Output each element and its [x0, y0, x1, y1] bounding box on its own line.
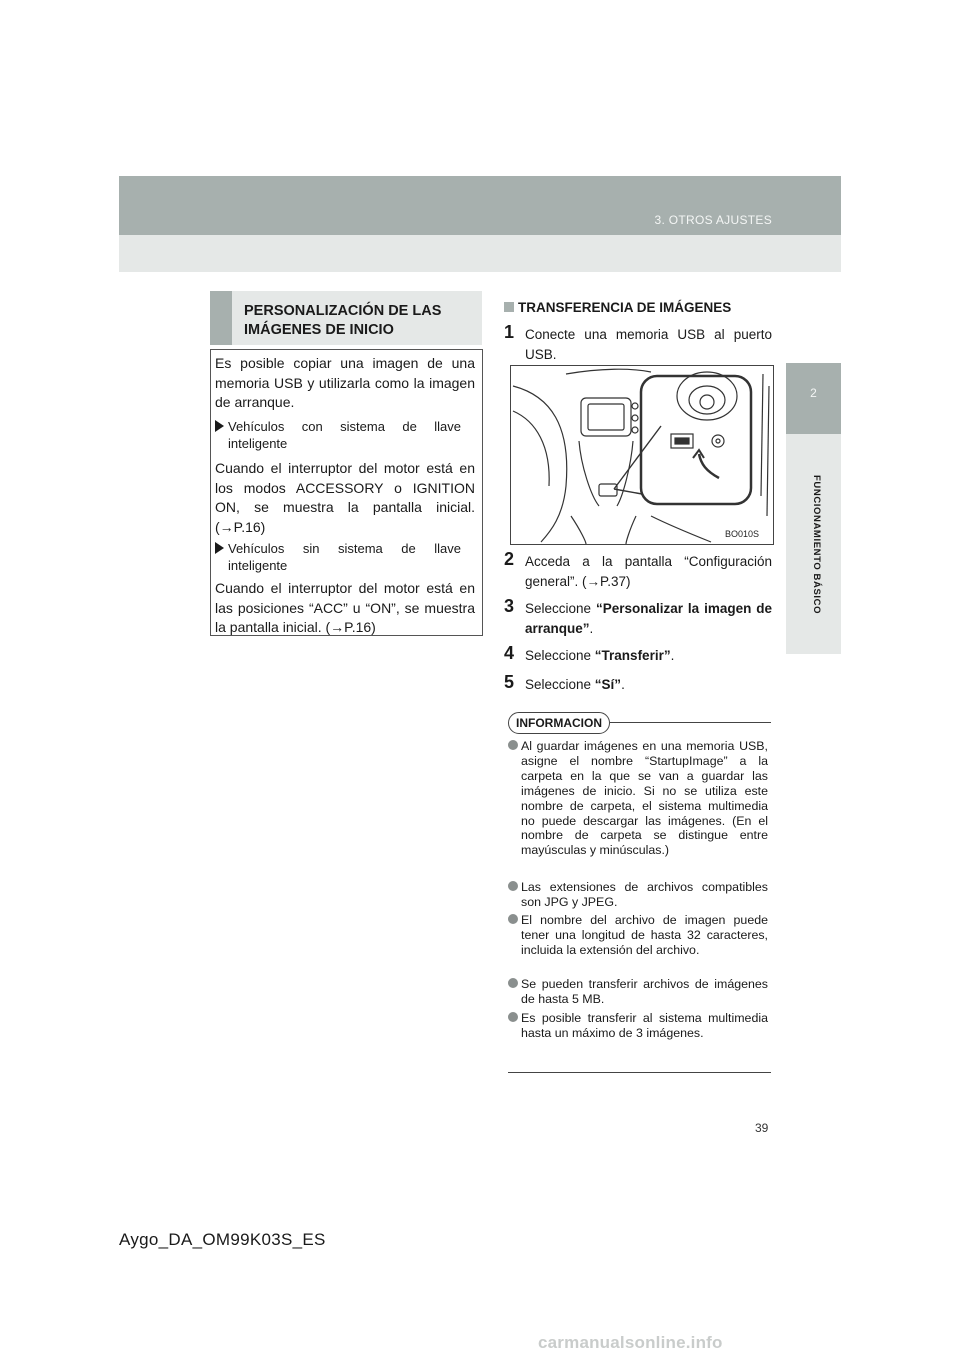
- usb-port-illustration: [510, 365, 774, 545]
- illustration-code: BO010S: [725, 529, 760, 539]
- triangle-bullet-icon: [215, 420, 224, 432]
- info-item: Las extensiones de archivos compatibles son JPG y JPEG.: [508, 880, 768, 910]
- dashboard-drawing: [511, 366, 773, 544]
- bullet-dot-icon: [508, 740, 518, 750]
- info-bottom-rule: [508, 1072, 771, 1073]
- info-tag: INFORMACION: [508, 712, 610, 734]
- bullet-dot-icon: [508, 914, 518, 924]
- info-item: Al guardar imágenes en una memoria USB, asigne el nombre “StartupImage” a la carpeta en la que se van a guardar las imágenes de inicio. Si no se utiliza este nombre de carpeta, el sistema multimedia no puede descargar las imágenes. (En el nombre de carpeta se distingue entre mayúsculas y minúsculas.): [508, 739, 768, 858]
- bullet-smart-key: Vehículos con sistema de llave inteligente: [215, 418, 475, 452]
- step-2: 2 Acceda a la pantalla “Configuración general”. (→P.37): [504, 549, 772, 589]
- section-title: 3. OTROS AJUSTES: [654, 213, 772, 227]
- step-5: 5 Seleccione “Sí”.: [504, 672, 625, 692]
- subheading: TRANSFERENCIA DE IMÁGENES: [504, 300, 731, 315]
- info-item: Es posible transferir al sistema multimedia hasta un máximo de 3 imágenes.: [508, 1011, 768, 1041]
- intro-paragraph: Es posible copiar una imagen de una memoria USB y utilizarla como la imagen de arranque.: [215, 355, 475, 410]
- bullet-dot-icon: [508, 881, 518, 891]
- bullet-dot-icon: [508, 978, 518, 988]
- page-number: 39: [755, 1121, 769, 1135]
- watermark: carmanualsonline.info: [538, 1333, 723, 1352]
- info-divider: [610, 722, 771, 723]
- bullet-dot-icon: [508, 1012, 518, 1022]
- paragraph-no-smart-key: Cuando el interruptor del motor está en las posiciones “ACC” u “ON”, se muestra la pantalla inicial. (→P.16): [215, 580, 475, 635]
- step-3: 3 Seleccione “Personalizar la imagen de arranque”.: [504, 596, 772, 636]
- chapter-number: 2: [810, 386, 817, 400]
- bullet-no-smart-key: Vehículos sin sistema de llave inteligente: [215, 540, 475, 574]
- paragraph-smart-key: Cuando el interruptor del motor está en los modos ACCESSORY o IGNITION ON, se muestra la pantalla inicial. (→P.16): [215, 460, 475, 535]
- step-1: 1 Conecte una memoria USB al puerto USB.: [504, 322, 772, 362]
- step-4: 4 Seleccione “Transferir”.: [504, 643, 675, 663]
- triangle-bullet-icon: [215, 542, 224, 554]
- info-item: Se pueden transferir archivos de imágenes de hasta 5 MB.: [508, 977, 768, 1007]
- box-title: PERSONALIZACIÓN DE LAS IMÁGENES DE INICIO: [244, 303, 442, 338]
- square-bullet-icon: [504, 302, 514, 312]
- document-id: Aygo_DA_OM99K03S_ES: [119, 1230, 326, 1249]
- chapter-label: FUNCIONAMIENTO BÁSICO: [811, 474, 822, 615]
- header-sub-bar: [119, 235, 841, 272]
- info-item: El nombre del archivo de imagen puede tener una longitud de hasta 32 caracteres, incluida la extensión del archivo.: [508, 913, 768, 958]
- box-heading-accent: [210, 291, 232, 345]
